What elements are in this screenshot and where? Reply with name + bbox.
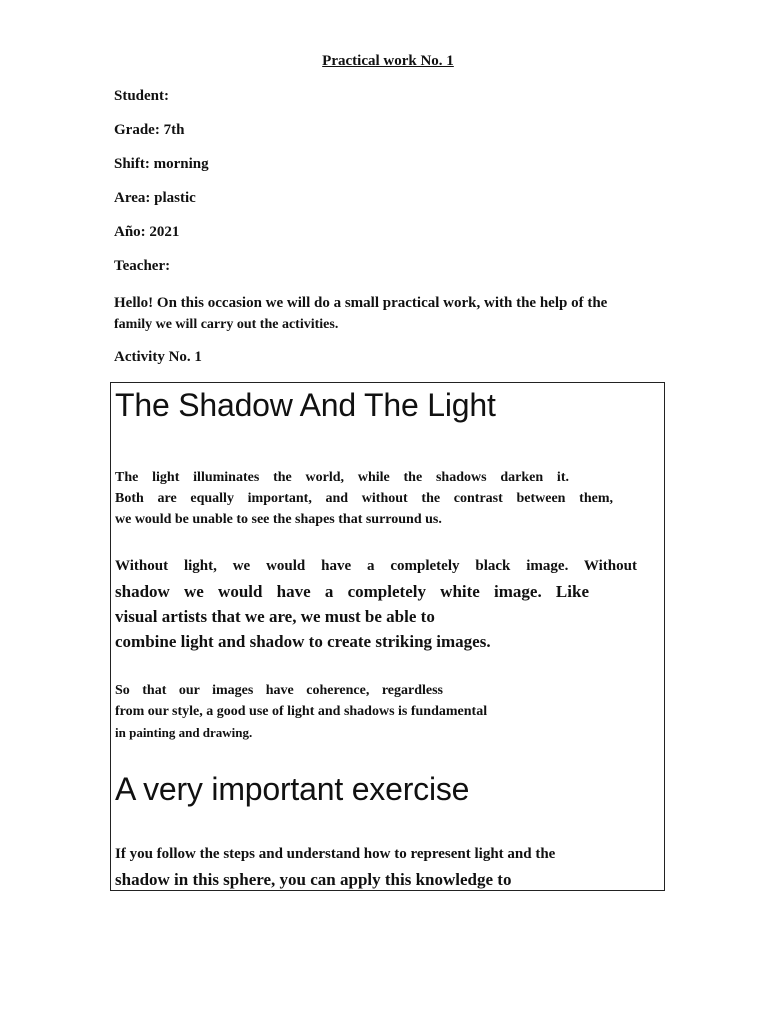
intro-paragraph (114, 292, 654, 336)
paragraph (115, 554, 637, 654)
paragraph-line: Both are equally important, and without the contrast between them, (115, 491, 613, 506)
year-field: Año: 2021 (114, 224, 180, 240)
paragraph-line: The light illuminates the world, while the shadows darken it. (115, 470, 569, 485)
paragraph-line: If you follow the steps and understand how to represent light and the (115, 846, 556, 862)
paragraph (115, 841, 637, 891)
paragraph-line: we would be unable to see the shapes that surround us. (115, 512, 442, 527)
shift-field: Shift: morning (114, 156, 209, 172)
grade-field: Grade: 7th (114, 122, 185, 138)
paragraph-line: visual artists that we are, we must be able to (115, 607, 435, 626)
area-field: Area: plastic (114, 190, 196, 206)
intro-line: Hello! On this occasion we will do a small practical work, with the help of the (114, 295, 608, 311)
paragraph-line: in painting and drawing. (115, 725, 253, 740)
paragraph-line: shadow we would have a completely white image. Like (115, 582, 589, 601)
activity-label: Activity No. 1 (114, 349, 202, 365)
activity-box (110, 382, 665, 891)
paragraph (115, 680, 637, 743)
teacher-field: Teacher: (114, 258, 171, 274)
section-heading: A very important exercise (115, 771, 470, 807)
paragraph-line: Without light, we would have a completely black image. Without (115, 558, 637, 574)
paragraph-line: shadow in this sphere, you can apply this knowledge to (115, 870, 512, 889)
paragraph-line: from our style, a good use of light and shadows is fundamental (115, 704, 488, 719)
intro-line: family we will carry out the activities. (114, 317, 339, 332)
student-field: Student: (114, 88, 170, 104)
paragraph-line: combine light and shadow to create striking images. (115, 632, 491, 651)
paragraph-line: So that our images have coherence, regardless (115, 683, 443, 698)
section-heading: The Shadow And The Light (115, 387, 496, 423)
paragraph (115, 467, 637, 530)
page-title: Practical work No. 1 (322, 53, 454, 69)
